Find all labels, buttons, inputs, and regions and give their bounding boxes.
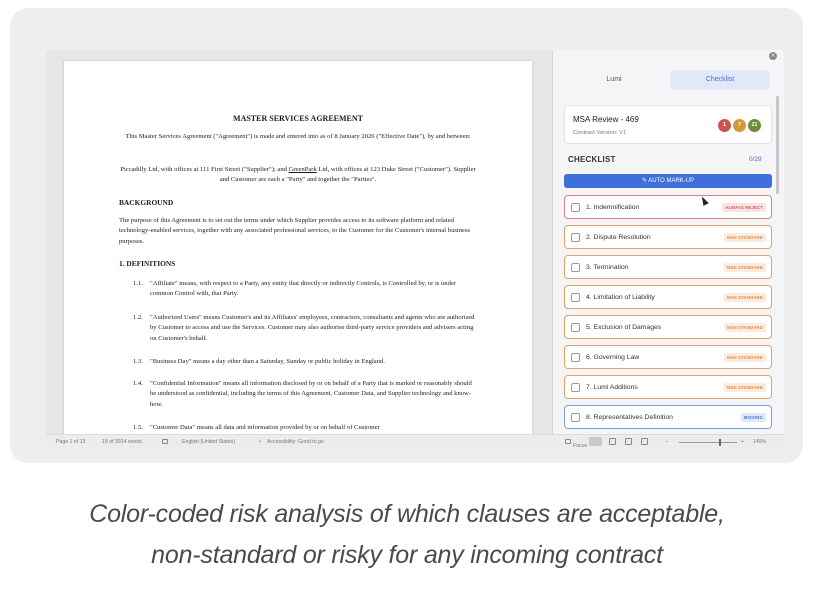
definition-number: 1.2.: [133, 314, 143, 321]
definition-text: "Confidential Information" means all information disclosed by or on behalf of a Party that is marked or reasonably should be understood as confidential, including the terms of this Agreement, Customer Data, and Supplier technology and know-how.: [150, 380, 472, 408]
zoom-level[interactable]: 149%: [753, 439, 767, 445]
checklist-item[interactable]: [564, 225, 772, 249]
risk-count-badge-green: 21: [748, 119, 761, 132]
checklist-checkbox[interactable]: [571, 323, 580, 332]
checklist-checkbox[interactable]: [571, 263, 580, 272]
greenpark-link[interactable]: GreenPark: [288, 166, 317, 173]
zoom-slider-handle[interactable]: [719, 439, 721, 446]
checklist-progress: 0/29: [749, 156, 762, 163]
definition-text: "Authorized Users" means Customer's and its Affiliates' employees, contractors, consultants and agents who are authorised by Customer to access and use the Services. Customer may also authorise third-party service providers and advisers acting on Customer's behalf.: [150, 314, 475, 342]
definition-number: 1.4.: [133, 380, 143, 387]
parties-paragraph: [116, 165, 480, 186]
wand-icon: ✎: [641, 178, 649, 184]
risk-count-badge-amber: 7: [733, 119, 746, 132]
proofing-icon[interactable]: [162, 439, 170, 445]
definitions-heading: 1. DEFINITIONS: [119, 259, 176, 268]
focus-label: Focus: [573, 443, 588, 448]
panel-scrollbar[interactable]: [776, 96, 779, 194]
accessibility-icon[interactable]: ✧: [258, 439, 263, 445]
page-count[interactable]: Page 1 of 13: [56, 439, 86, 445]
focus-mode[interactable]: [565, 439, 588, 448]
definition-number: 1.1.: [133, 280, 143, 287]
review-card[interactable]: [564, 105, 772, 144]
word-window: [46, 50, 784, 448]
checklist-item-label: 8. Representatives Definition: [586, 414, 673, 421]
status-badge: NON STANDARD: [724, 383, 766, 392]
status-badge: NON STANDARD: [724, 353, 766, 362]
checklist-checkbox[interactable]: [571, 233, 580, 242]
web-layout-icon[interactable]: [609, 438, 616, 445]
checklist-checkbox[interactable]: [571, 383, 580, 392]
definition-number: 1.3.: [133, 358, 143, 365]
checklist-checkbox[interactable]: [571, 293, 580, 302]
parties-text-b: Ltd, with offices at 123 Duke Street ("Customer"). Supplier and Customer are each a "Party" and together the "Parties".: [219, 166, 476, 184]
checklist-item[interactable]: [564, 255, 772, 279]
read-mode-icon[interactable]: [625, 438, 632, 445]
intro-paragraph: This Master Services Agreement ("Agreement") is made and entered into as of 8 January 2026 ("Effective Date"), by and between:: [125, 133, 471, 140]
definition-text: "Affiliate" means, with respect to a Party, any entity that directly or indirectly Controls, is Controlled by, or is under common Control with, that Party.: [150, 280, 457, 298]
checklist-item[interactable]: [564, 315, 772, 339]
zoom-out-icon[interactable]: −: [665, 439, 669, 445]
panel-tabs: [564, 70, 772, 90]
screenshot-card: [10, 8, 803, 463]
document-area: [46, 50, 553, 448]
view-status-bar: [553, 434, 784, 448]
zoom-in-icon[interactable]: +: [741, 439, 745, 445]
caption-line-2: non-standard or risky for any incoming contract: [151, 541, 663, 569]
checklist-item-label: 4. Limitation of Liability: [586, 294, 655, 301]
checklist-item-label: 1. Indemnification: [586, 204, 640, 211]
background-paragraph: The purpose of this Agreement is to set out the terms under which Supplier provides access to its software platform and related technology-enabled services, together with any associated professional services, to the Customer for the Customer's internal business purposes.: [119, 217, 471, 245]
contract-version: Contract Version: V1: [573, 130, 627, 136]
checklist-item-label: 5. Exclusion of Damages: [586, 324, 662, 331]
status-badge: NON STANDARD: [724, 323, 766, 332]
zoom-slider[interactable]: [679, 442, 737, 443]
status-badge: ALWAYS REJECT: [722, 203, 766, 212]
auto-markup-button[interactable]: [564, 174, 772, 188]
tab-lumi[interactable]: Lumi: [606, 76, 622, 83]
checklist-heading: CHECKLIST: [568, 155, 616, 164]
checklist-checkbox[interactable]: [571, 353, 580, 362]
document-page[interactable]: [64, 61, 532, 435]
parties-text-a: Piccadilly Ltd, with offices at 111 First Street ("Supplier"); and: [120, 166, 289, 173]
checklist-item[interactable]: [564, 345, 772, 369]
background-heading: BACKGROUND: [119, 198, 174, 207]
language-status[interactable]: English (United States): [182, 439, 236, 445]
checklist-item[interactable]: [564, 405, 772, 429]
checklist-checkbox[interactable]: [571, 203, 580, 212]
print-layout-icon[interactable]: [589, 437, 602, 446]
word-count[interactable]: 19 of 3914 words: [102, 439, 142, 445]
lumi-side-panel: [553, 50, 784, 448]
checklist-item-label: 7. Lumi Additions: [586, 384, 638, 391]
status-badge: NON STANDARD: [724, 293, 766, 302]
checklist-item-label: 2. Dispute Resolution: [586, 234, 651, 241]
checklist-checkbox[interactable]: [571, 413, 580, 422]
status-badge: MISSING: [741, 413, 766, 422]
review-title: MSA Review - 469: [573, 115, 639, 124]
outline-view-icon[interactable]: [641, 438, 648, 445]
close-icon[interactable]: ×: [770, 52, 776, 59]
checklist-item-label: 3. Termination: [586, 264, 629, 271]
definition-text: "Customer Data" means all data and information provided by or on behalf of Customer: [150, 424, 380, 431]
status-bar: [46, 434, 553, 448]
checklist-item[interactable]: [564, 195, 772, 219]
definition-number: 1.5.: [133, 424, 143, 431]
risk-count-badge-red: 1: [718, 119, 731, 132]
document-title: MASTER SERVICES AGREEMENT: [233, 114, 363, 123]
checklist-item[interactable]: [564, 375, 772, 399]
definition-text: "Business Day" means a day other than a Saturday, Sunday or public holiday in England.: [150, 358, 385, 365]
accessibility-status[interactable]: Accessibility: Good to go: [267, 439, 324, 445]
caption-line-1: Color-coded risk analysis of which clauses are acceptable,: [89, 500, 725, 528]
tab-checklist[interactable]: Checklist: [670, 70, 770, 90]
checklist-item[interactable]: [564, 285, 772, 309]
status-badge: NON STANDARD: [724, 233, 766, 242]
checklist-item-label: 6. Governing Law: [586, 354, 640, 361]
status-badge: NON STANDARD: [724, 263, 766, 272]
auto-markup-label: AUTO MARK-UP: [648, 178, 695, 184]
